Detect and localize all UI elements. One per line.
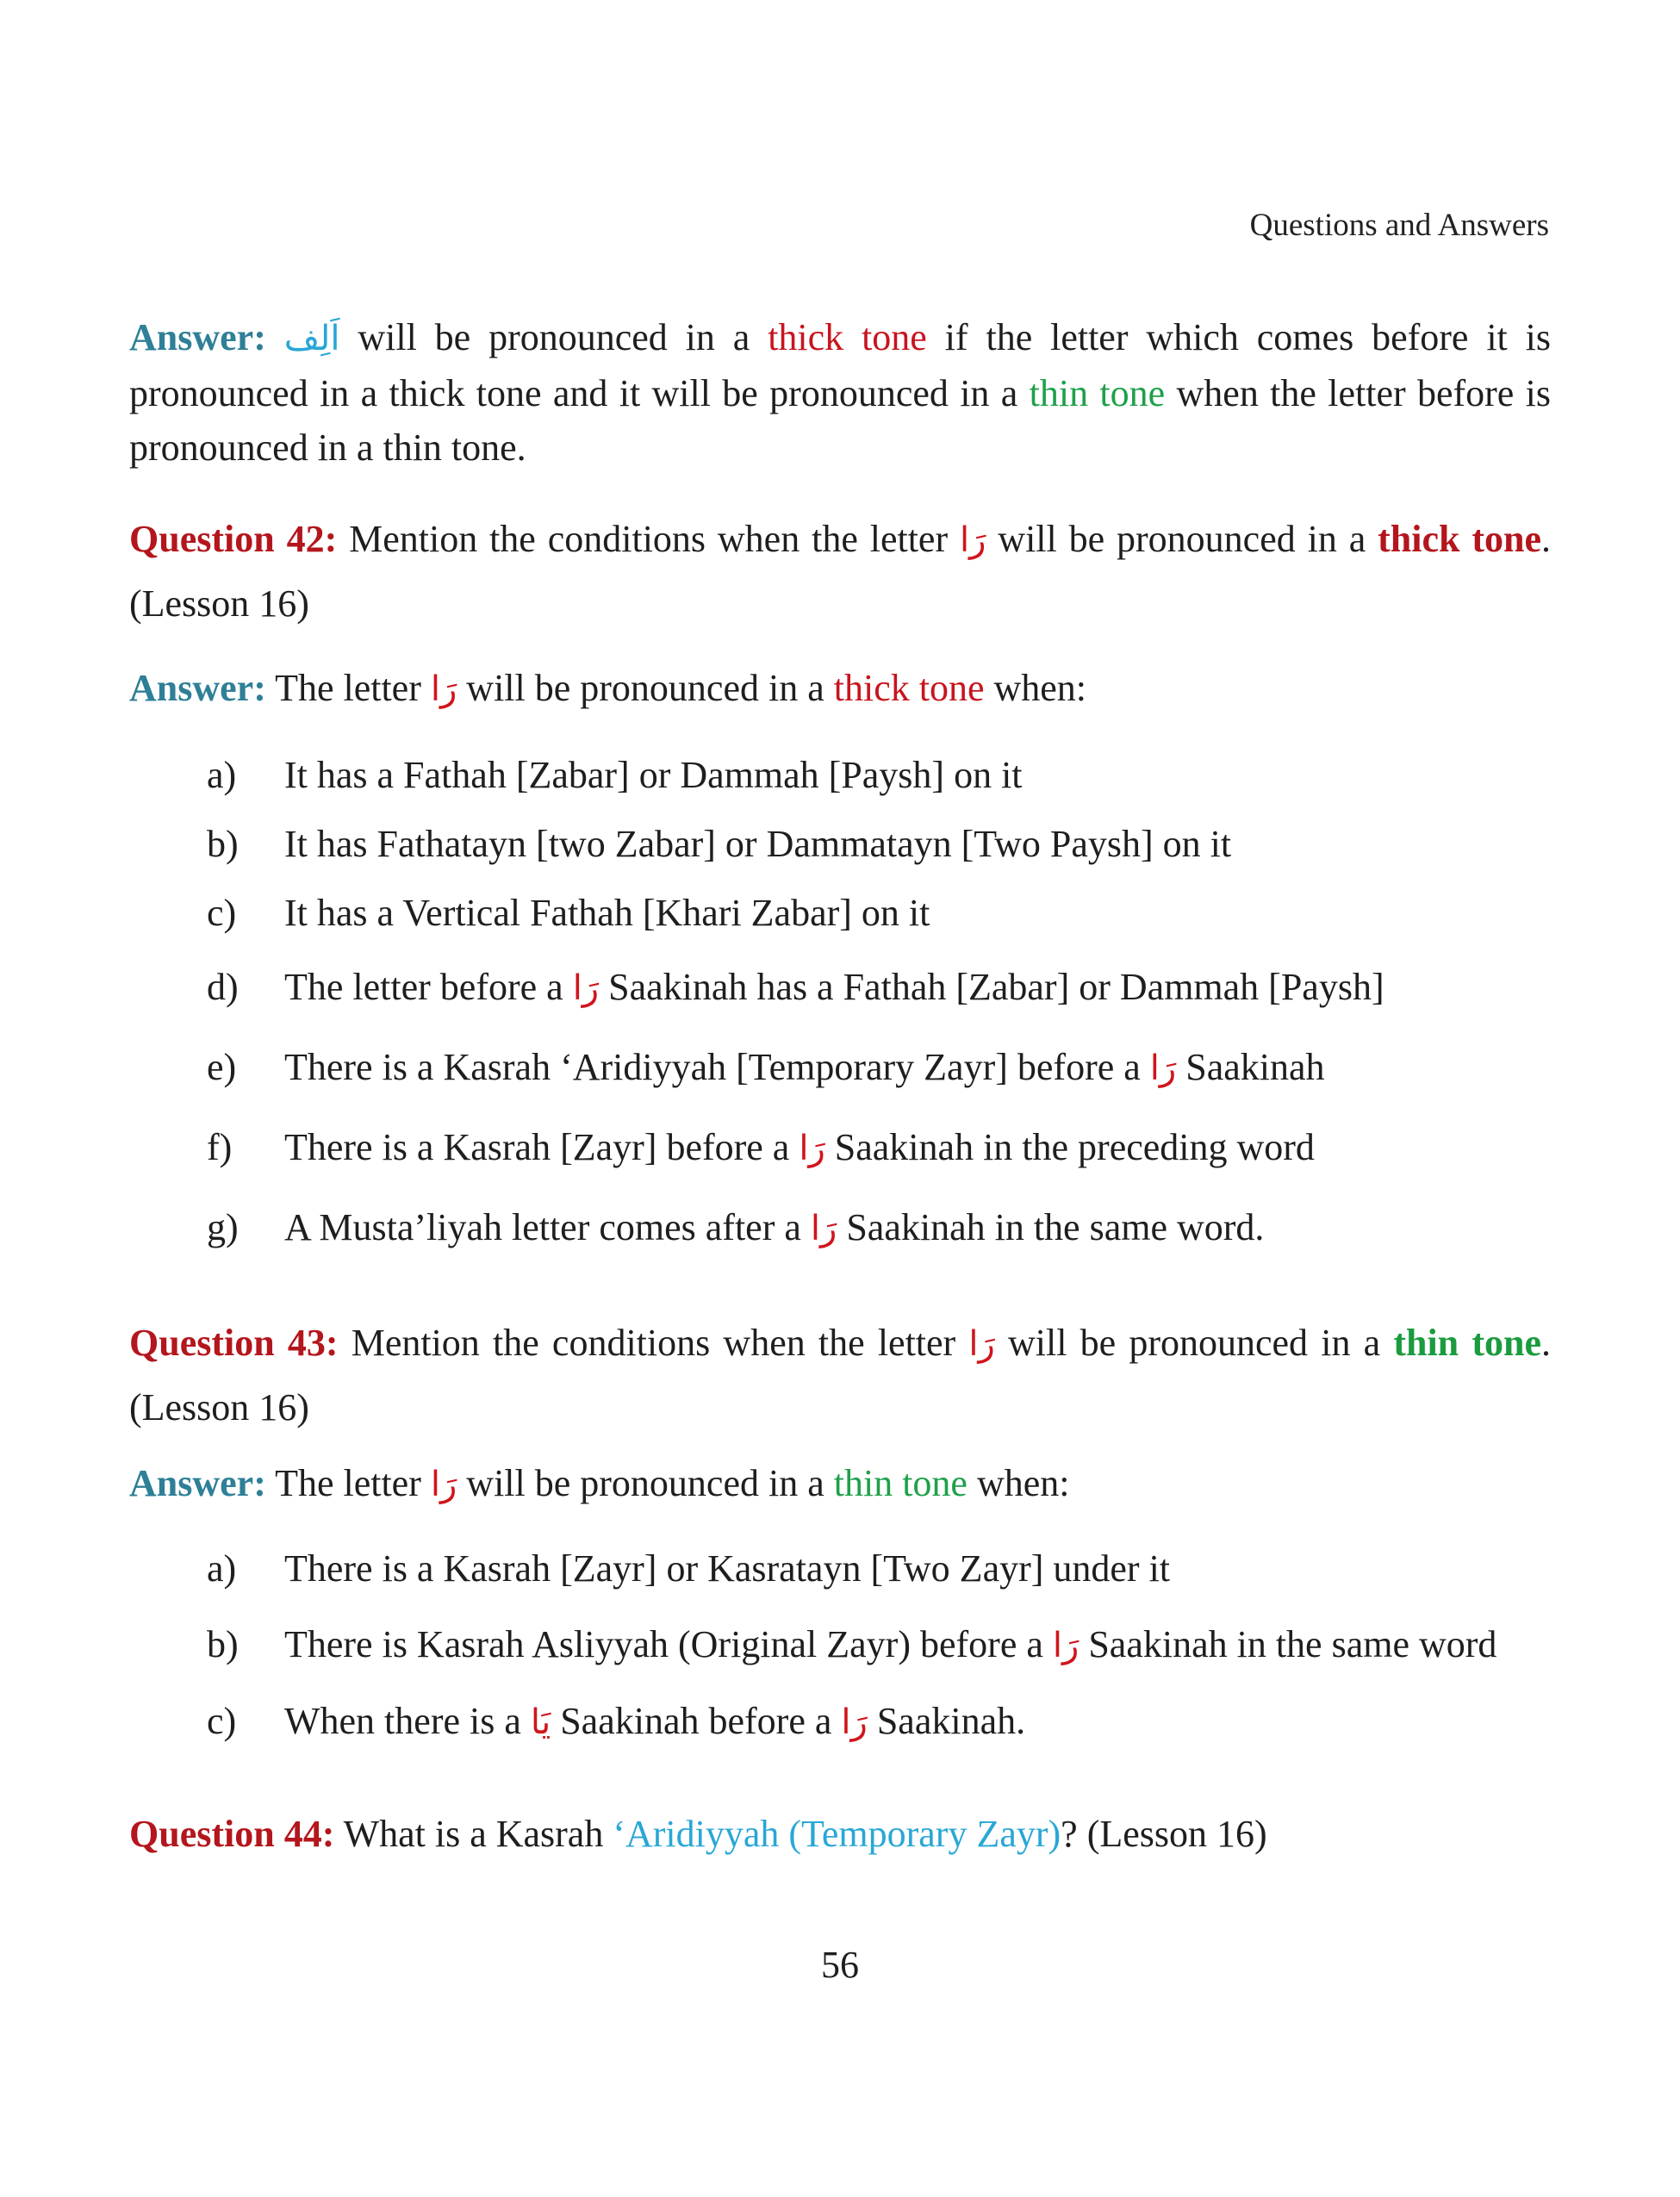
question-text: Mention the conditions when the letter	[338, 1322, 969, 1364]
page-content	[129, 310, 1551, 1861]
list-marker: c)	[207, 1700, 237, 1742]
answer-text: will be pronounced in a	[339, 316, 768, 358]
lesson-ref: . (Lesson 16)	[129, 1322, 1551, 1428]
highlight-thin-tone: thin tone	[833, 1462, 968, 1504]
list-text: There is a Kasrah [Zayr] or Kasratayn [Two Zayr] under it	[284, 1547, 1171, 1590]
arabic-ra: رَا	[430, 669, 457, 709]
arabic-ra: رَا	[572, 968, 600, 1008]
list-item	[129, 1028, 1551, 1108]
question-text: will be pronounced in a	[986, 518, 1378, 560]
question-42	[129, 507, 1551, 635]
list-marker: c)	[207, 892, 237, 934]
answer-text: The letter	[265, 667, 431, 709]
list-text: Saakinah in the same word	[1079, 1623, 1497, 1665]
list-item	[129, 1108, 1551, 1188]
question-43	[129, 1311, 1551, 1439]
list-item	[129, 1188, 1551, 1268]
arabic-ra: رَا	[959, 520, 986, 560]
list-text: There is a Kasrah ‘Aridiyyah [Temporary Zayr] before a	[284, 1046, 1150, 1088]
list-text: When there is a	[284, 1700, 531, 1742]
answer-text: The letter	[265, 1462, 431, 1504]
lesson-ref: ? (Lesson 16)	[1061, 1813, 1267, 1855]
highlight-thick-tone: thick tone	[768, 316, 927, 358]
answer-text: when:	[967, 1462, 1070, 1504]
highlight-tone: tone	[1472, 518, 1541, 560]
list-item	[129, 1607, 1551, 1684]
list-text: Saakinah	[1176, 1046, 1325, 1088]
highlight-thin: thin	[1393, 1322, 1459, 1364]
list-item	[129, 879, 1551, 948]
list-marker: b)	[207, 1623, 239, 1665]
list-marker: a)	[207, 754, 237, 796]
highlight-thick: thick	[1378, 518, 1460, 560]
list-text: Saakinah in the same word.	[837, 1206, 1265, 1248]
answer-label: Answer:	[129, 316, 266, 358]
highlight-thin-tone: thin tone	[1029, 372, 1166, 414]
list-marker: e)	[207, 1046, 237, 1088]
list-marker: d)	[207, 966, 239, 1008]
arabic-ra: رَا	[1149, 1049, 1177, 1088]
list-text: It has a Fathah [Zabar] or Dammah [Paysh] on it	[284, 754, 1023, 796]
answer-43	[129, 1456, 1551, 1512]
answer-42	[129, 661, 1551, 717]
arabic-ra: رَا	[810, 1209, 837, 1248]
arabic-ra: رَا	[799, 1129, 825, 1168]
list-marker: f)	[207, 1126, 233, 1168]
question-text: What is a Kasrah	[334, 1813, 613, 1855]
arabic-ra: رَا	[430, 1465, 457, 1504]
list-text: It has Fathatayn [two Zabar] or Dammatayn [Two Paysh] on it	[284, 823, 1232, 865]
list-item	[129, 741, 1551, 810]
answer-label: Answer:	[129, 1462, 266, 1504]
page-number: 56	[821, 1944, 859, 1986]
answer-text: if the letter which comes before it is pronounced in a thick tone and it will be pronounced in a	[129, 316, 1551, 414]
arabic-ra: رَا	[1052, 1626, 1080, 1665]
arabic-alif: اَلِف	[283, 319, 340, 358]
question-label: Question 44:	[129, 1813, 335, 1855]
list-text: Saakinah.	[867, 1700, 1026, 1742]
answer-text: will be pronounced in a	[457, 667, 834, 709]
question-44	[129, 1807, 1551, 1861]
list-marker: b)	[207, 823, 239, 865]
list-item	[129, 948, 1551, 1028]
question-text: will be pronounced in a	[994, 1322, 1394, 1364]
list-marker: g)	[207, 1206, 239, 1248]
list-marker: a)	[207, 1547, 237, 1590]
list-text: It has a Vertical Fathah [Khari Zabar] on it	[284, 892, 930, 934]
arabic-ra: رَا	[968, 1324, 995, 1364]
question-label: Question 42:	[129, 518, 338, 560]
conditions-list-thick	[129, 741, 1551, 1268]
list-item	[129, 1684, 1551, 1760]
arabic-ra: رَا	[841, 1702, 868, 1742]
list-text: There is a Kasrah [Zayr] before a	[284, 1126, 800, 1168]
question-text: Mention the conditions when the letter	[337, 518, 960, 560]
list-text: Saakinah in the preceding word	[824, 1126, 1315, 1168]
answer-text: when:	[984, 667, 1087, 709]
running-head: Questions and Answers	[1249, 208, 1549, 243]
question-label: Question 43:	[129, 1322, 339, 1364]
lesson-ref: . (Lesson 16)	[129, 518, 1551, 625]
arabic-ya: يَا	[530, 1702, 551, 1742]
list-item	[129, 1531, 1551, 1607]
answer-text: will be pronounced in a	[457, 1462, 834, 1504]
answer-41	[129, 310, 1551, 475]
list-text: Saakinah before a	[551, 1700, 842, 1742]
answer-text: when the letter before is pronounced in a thin tone.	[129, 372, 1552, 469]
list-text: There is Kasrah Asliyyah (Original Zayr) before a	[284, 1623, 1053, 1665]
highlight-tone: tone	[1472, 1322, 1541, 1364]
conditions-list-thin	[129, 1531, 1551, 1760]
highlight-thick-tone: thick tone	[833, 667, 985, 709]
list-item	[129, 810, 1551, 879]
highlight-aridiyyah: ‘Aridiyyah (Temporary Zayr)	[613, 1813, 1061, 1855]
list-text: The letter before a	[284, 966, 573, 1008]
answer-label: Answer:	[129, 667, 266, 709]
list-text: A Musta’liyah letter comes after a	[284, 1206, 811, 1248]
list-text: Saakinah has a Fathah [Zabar] or Dammah [Paysh]	[599, 966, 1384, 1008]
